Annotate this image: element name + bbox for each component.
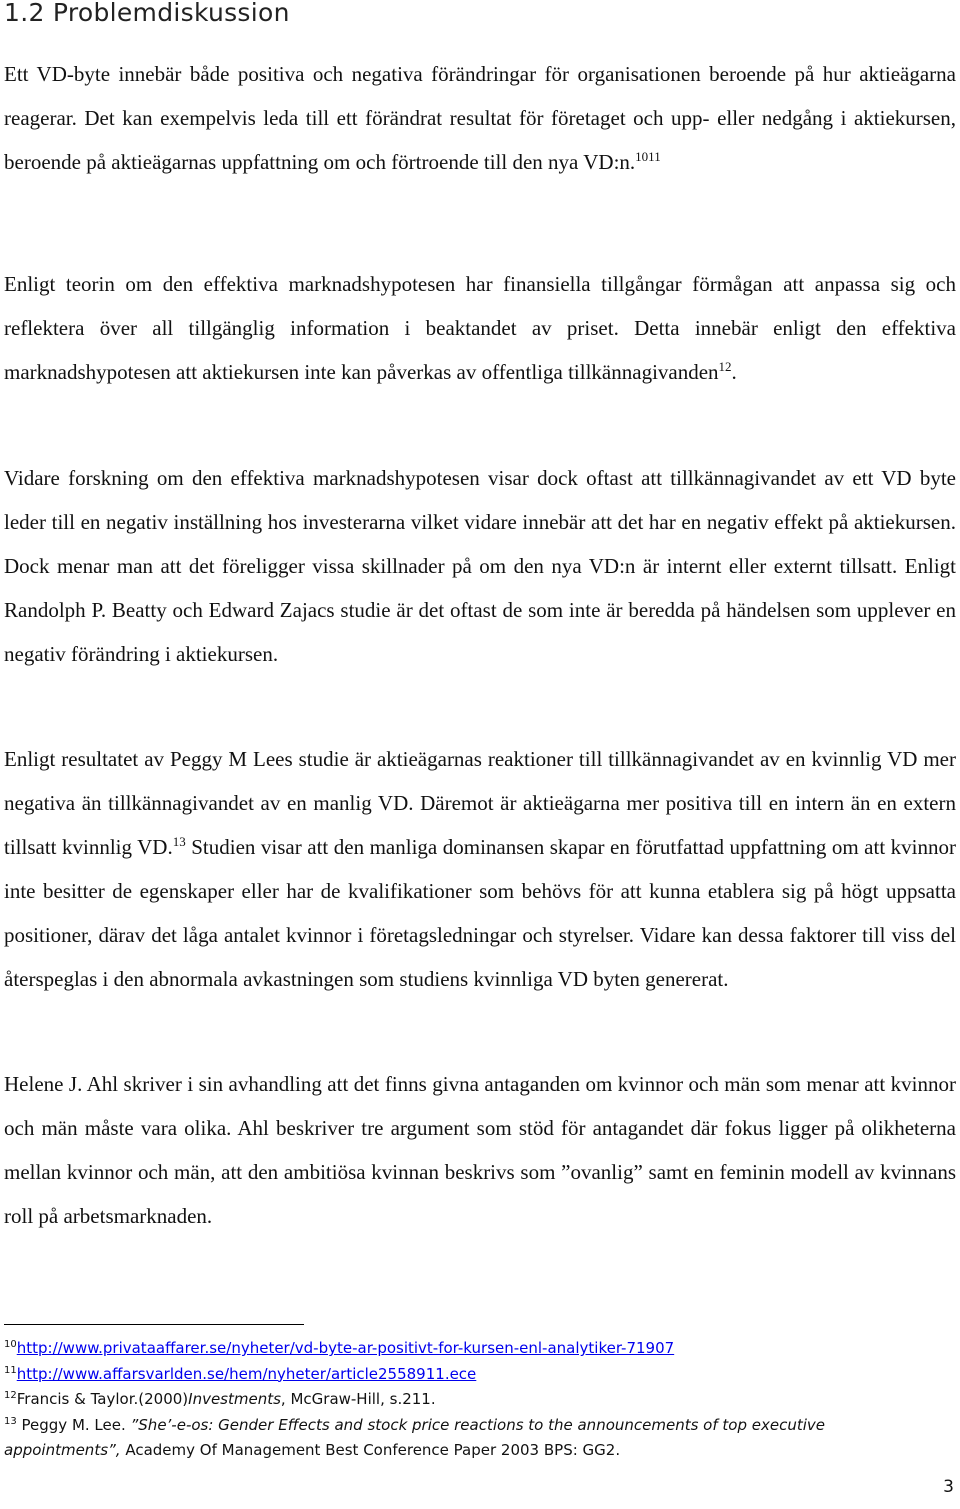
footnote-rest: , McGraw-Hill, s.211.	[280, 1390, 436, 1408]
paragraph-4-text-b: Studien visar att den manliga dominansen skapar en förutfattad uppfattning om att kvinnor inte besitter de egenskaper eller har de kvalifikationer som behövs för att kunna etablera sig på högt uppsatta positioner, därav det låga antalet kvinnor i företagsledningar och styrelser. Vidare kan dessa faktorer till viss del återspeglas i den abnormala avkastningen som studiens kvinnliga VD byten genererat.	[4, 835, 956, 991]
paragraph-1	[4, 52, 956, 184]
paragraph-4-text-a: Enligt resultatet av Peggy M Lees studie är aktieägarnas reaktioner till tillkännagivandet av en kvinnlig VD mer negativa än tillkännagivandet av en manlig VD. Däremot är aktieägarna mer positiva till en intern än en extern tillsatt kvinnlig VD.	[4, 747, 956, 859]
footnote-number: 12	[4, 1390, 17, 1401]
paragraph-2-text: Enligt teorin om den effektiva marknadshypotesen har finansiella tillgångar förmågan att anpassa sig och reflektera över all tillgänglig information i beaktandet av priset. Detta innebär enligt den effektiva marknadshypotesen att aktiekursen inte kan påverkas av offentliga tillkännagivanden	[4, 272, 956, 384]
footnote-link[interactable]: http://www.privataaffarer.se/nyheter/vd-byte-ar-positivt-for-kursen-enl-analytiker-71907	[16, 1339, 675, 1357]
footnote-separator	[4, 1324, 304, 1325]
paragraph-4	[4, 737, 956, 1001]
footnote-text: Francis & Taylor.(2000)	[16, 1390, 189, 1408]
footnote-author: Peggy M. Lee.	[21, 1415, 131, 1434]
footnote-11	[4, 1362, 956, 1388]
paragraph-1-text: Ett VD-byte innebär både positiva och negativa förändringar för organisationen beroende på hur aktieägarna reagerar. Det kan exempelvis leda till ett förändrat resultat för företaget och upp- eller nedgång i aktiekursen, beroende på aktieägarnas uppfattning om och förtroende till den nya VD:n.	[4, 62, 956, 174]
paragraph-5: Helene J. Ahl skriver i sin avhandling att det finns givna antaganden om kvinnor och män som menar att kvinnor och män måste vara olika. Ahl beskriver tre argument som stöd för antagandet där fokus ligger på olikheterna mellan kvinnor och män, att den ambitiösa kvinnan beskrivs som ”ovanlig” samt en feminin modell av kvinnans roll på arbetsmarknaden.	[4, 1072, 956, 1228]
paragraph-3: Vidare forskning om den effektiva marknadshypotesen visar dock oftast att tillkännagivandet av ett VD byte leder till en negativ inställning hos investerarna vilket vidare innebär att det har en negativ effekt på aktiekursen. Dock menar man att det föreligger vissa skillnader på om den nya VD:n är internt eller externt tillsatt. Enligt Randolph P. Beatty och Edward Zajacs studie är det oftast de som inte är beredda på händelsen som upplever en negativ förändring i aktiekursen.	[4, 466, 956, 666]
footnote-ref-13[interactable]: 13	[172, 834, 186, 849]
paragraph-2	[4, 262, 956, 394]
section-heading: 1.2 Problemdiskussion	[4, 0, 290, 27]
footnote-13-continued	[4, 1438, 956, 1464]
footnote-title-continued: appointments”,	[4, 1441, 121, 1459]
footnote-13	[4, 1413, 956, 1439]
footnote-number: 10	[4, 1339, 17, 1350]
footnote-ref-1011[interactable]: 1011	[635, 149, 661, 164]
footnote-12	[4, 1387, 956, 1413]
footnote-number: 13	[4, 1415, 17, 1427]
footnote-link[interactable]: http://www.affarsvarlden.se/hem/nyheter/article2558911.ece	[16, 1364, 477, 1383]
footnote-number: 11	[4, 1364, 17, 1376]
page-number: 3	[943, 1477, 954, 1497]
footnote-title: ”She’-e-os: Gender Effects and stock price reactions to the announcements of top executive	[130, 1415, 825, 1434]
paragraph-2-end: .	[731, 360, 737, 384]
footnotes	[4, 1336, 956, 1464]
footnote-title: Investments	[188, 1390, 281, 1408]
footnote-ref-12[interactable]: 12	[718, 359, 732, 374]
footnote-10	[4, 1336, 956, 1362]
footnote-rest: Academy Of Management Best Conference Paper 2003 BPS: GG2.	[120, 1441, 621, 1459]
